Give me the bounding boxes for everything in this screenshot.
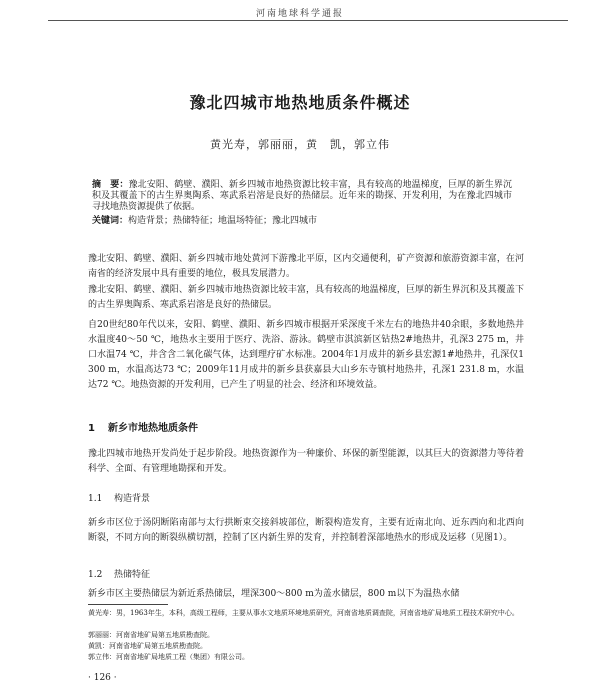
abstract	[92, 180, 512, 213]
subsection-title: 构造背景	[114, 494, 151, 504]
footnote-author-3: 黄凯：河南省地矿局第五地质勘查院。	[88, 642, 207, 650]
subsection-title: 热储特征	[114, 570, 151, 580]
footnote-author-4: 郭立伟：河南省地矿局地质工程（集团）有限公司。	[88, 653, 249, 661]
page-number: · 126 ·	[88, 673, 117, 683]
footnote-rule	[88, 604, 168, 605]
abstract-text: 豫北安阳、鹤壁、濮阳、新乡四城市地热资源比较丰富，具有较高的地温梯度，巨厚的新生界沉积及其覆盖下的古生界奥陶系、寒武系岩溶是良好的热储层。近年来的勘探、开发利用，为在豫北四城市寻找地热资源提供了依据。	[92, 180, 512, 212]
subsection-heading-1-2	[88, 567, 150, 580]
keywords-label: 关键词：	[92, 216, 129, 226]
subsection-number: 1.2	[88, 570, 103, 580]
header-rule	[48, 20, 568, 21]
abstract-label: 摘 要：	[92, 180, 129, 190]
keywords	[92, 216, 512, 227]
paper-title: 豫北四城市地热地质条件概述	[189, 93, 411, 112]
section-1-paragraph: 豫北四城市地热开发尚处于起步阶段。地热资源作为一种廉价、环保的新型能源，以其巨大的资源潜力等待着科学、全面、有管理地勘探和开发。	[88, 449, 524, 474]
intro-paragraph-3: 自20世纪80年代以来，安阳、鹤壁、濮阳、新乡四城市根据开采深度千米左右的地热井40余眼，多数地热井水温度40～50 ℃，地热水主要用于医疗、洗浴、游泳。鹤壁市淇滨新区钻热2#地热井，孔深3 275 m，井口水温74 ℃，井含含二氧化碳气体，达到理疗矿水标准。2004年1月成井的新乡县宏源1#地热井，孔深仅1 300 m，水温高达73 ℃；2009年11月成井的新乡县获嘉县大山乡东寺镇村地热井，孔深1 231.8 m，水温达72 ℃。地热资源的开发利用，已产生了明显的社会、经济和环境效益。	[88, 320, 524, 390]
footnote-author-2: 郭丽丽：河南省地矿局第五地质勘查院。	[88, 631, 214, 639]
section-title: 新乡市地热地质条件	[108, 423, 198, 434]
subsection-heading-1-1	[88, 491, 150, 504]
subsection-number: 1.1	[88, 494, 103, 504]
section-number: 1	[88, 423, 95, 434]
keywords-text: 构造背景；热储特征；地温场特征；豫北四城市	[128, 216, 318, 226]
intro-paragraph-1: 豫北安阳、鹤壁、濮阳、新乡四城市地处黄河下游豫北平原，区内交通便利，矿产资源和旅游资源丰富，在河南省的经济发展中具有重要的地位，极具发展潜力。	[88, 254, 524, 279]
intro-paragraph-2: 豫北安阳、鹤壁、濮阳、新乡四城市地热资源比较丰富，具有较高的地温梯度，巨厚的新生界沉积及其覆盖下的古生界奥陶系、寒武系岩溶是良好的热储层。	[88, 285, 524, 310]
author-list: 黄光寿，郭丽丽，黄 凯，郭立伟	[210, 138, 390, 151]
reservoir-paragraph: 新乡市区主要热储层为新近系热储层，埋深300～800 m为盖水储层，800 m以下为温热水储	[88, 589, 460, 599]
running-header: 河南地球科学通报	[255, 9, 344, 19]
tectonic-paragraph: 新乡市区位于汤阴断陷南部与太行拱断束交接斜坡部位，断裂构造发育，主要有近南北向、近东西向和北西向断裂，不同方向的断裂纵横切割，控制了区内新生界的发育，并控制着深部地热水的形成及运移（见图1）。	[88, 518, 524, 543]
section-heading-1	[88, 419, 198, 434]
footnote-author-1: 黄光寿：男，1963年生，本科，高级工程师，主要从事水文地质环境地质研究，河南省地质调查院，河南省地矿局地质工程技术研究中心。	[88, 609, 519, 617]
